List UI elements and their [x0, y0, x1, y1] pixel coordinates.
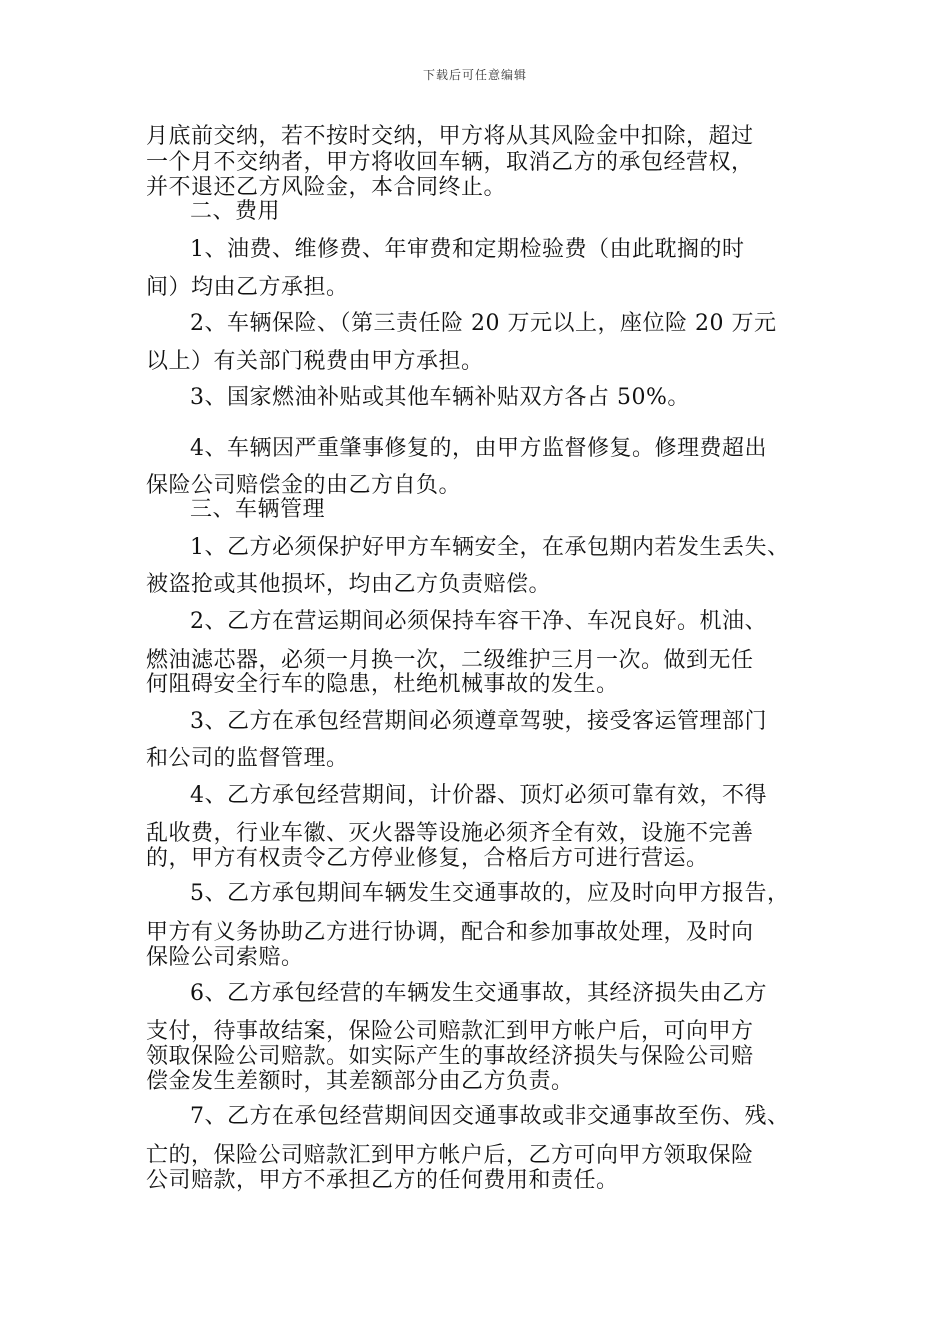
text-line: 支付，待事故结案，保险公司赔款汇到甲方帐户后，可向甲方	[146, 1019, 754, 1044]
text-line: 4、车辆因严重肇事修复的，由甲方监督修复。修理费超出	[190, 436, 767, 461]
text-line: 1、乙方必须保护好甲方车辆安全，在承包期内若发生丢失、	[190, 535, 790, 560]
text-line: 和公司的监督管理。	[146, 746, 349, 771]
text-line: 乱收费，行业车徽、灭火器等设施必须齐全有效，设施不完善	[146, 821, 754, 846]
section-heading: 二、费用	[190, 199, 281, 224]
text-line: 2、车辆保险、（第三责任险 20 万元以上，座位险 20 万元	[190, 311, 777, 336]
text-line: 间）均由乙方承担。	[146, 275, 349, 300]
text-line: 保险公司赔偿金的由乙方自负。	[146, 473, 462, 498]
text-line: 6、乙方承包经营的车辆发生交通事故，其经济损失由乙方	[190, 981, 767, 1006]
text-line: 一个月不交纳者，甲方将收回车辆，取消乙方的承包经营权，	[146, 150, 754, 175]
page-header: 下载后可任意编辑	[422, 68, 527, 82]
text-line: 并不退还乙方风险金，本合同终止。	[146, 175, 507, 200]
text-line: 7、乙方在承包经营期间因交通事故或非交通事故至伤、残、	[190, 1104, 790, 1129]
text-line: 偿金发生差额时，其差额部分由乙方负责。	[146, 1069, 574, 1094]
text-line: 1、油费、维修费、年审费和定期检验费（由此耽搁的时	[190, 237, 745, 262]
text-line: 5、乙方承包期间车辆发生交通事故的，应及时向甲方报告，	[190, 881, 790, 906]
text-line: 甲方有义务协助乙方进行协调，配合和参加事故处理，及时向	[146, 920, 754, 945]
text-line: 月底前交纳，若不按时交纳，甲方将从其风险金中扣除，超过	[146, 124, 754, 149]
text-line: 4、乙方承包经营期间，计价器、顶灯必须可靠有效，不得	[190, 783, 767, 808]
text-line: 公司赔款，甲方不承担乙方的任何费用和责任。	[146, 1168, 619, 1193]
text-line: 的，甲方有权责令乙方停业修复，合格后方可进行营运。	[146, 846, 709, 871]
text-line: 何阻碍安全行车的隐患，杜绝机械事故的发生。	[146, 672, 619, 697]
text-line: 3、乙方在承包经营期间必须遵章驾驶，接受客运管理部门	[190, 709, 767, 734]
section-heading: 三、车辆管理	[190, 497, 326, 522]
text-line: 保险公司索赔。	[146, 945, 304, 970]
text-line: 亡的，保险公司赔款汇到甲方帐户后，乙方可向甲方领取保险	[146, 1143, 754, 1168]
text-line: 被盗抢或其他损坏，均由乙方负责赔偿。	[146, 572, 552, 597]
text-line: 3、国家燃油补贴或其他车辆补贴双方各占 50%。	[190, 385, 690, 410]
text-line: 燃油滤芯器，必须一月换一次，二级维护三月一次。做到无任	[146, 648, 754, 673]
text-line: 以上）有关部门税费由甲方承担。	[146, 349, 484, 374]
text-line: 领取保险公司赔款。如实际产生的事故经济损失与保险公司赔	[146, 1044, 754, 1069]
text-line: 2、乙方在营运期间必须保持车容干净、车况良好。机油、	[190, 609, 767, 634]
